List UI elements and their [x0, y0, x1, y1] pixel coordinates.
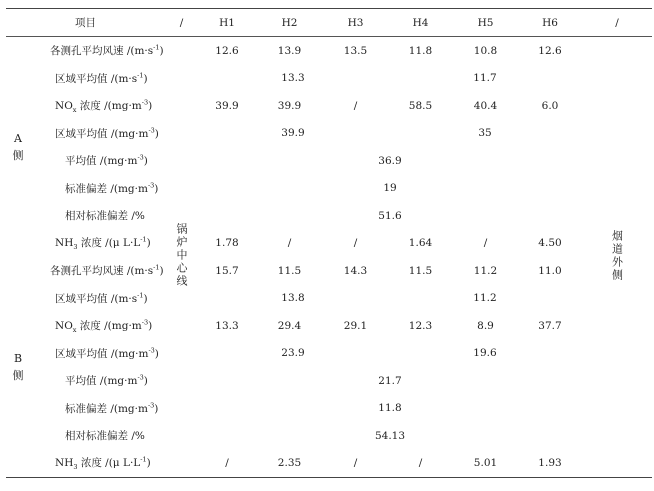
table-row	[6, 202, 652, 230]
row-label: 区域平均值 $/(m\cdot s^{-1})$	[55, 71, 148, 85]
table-cell: /	[353, 237, 358, 250]
side-text: 侧	[12, 369, 24, 382]
table-row	[6, 147, 652, 175]
table-cell: 39.9	[277, 99, 302, 112]
table-cell: 12.6	[215, 44, 239, 57]
side-letter: B	[13, 352, 23, 365]
table-cell: 39.9	[281, 127, 305, 140]
table-cell: 11.0	[538, 264, 562, 277]
table-cell: /	[323, 450, 388, 478]
header-h2: H2	[256, 9, 323, 37]
table-row	[6, 37, 652, 65]
header-h5: H5	[453, 9, 518, 37]
table-cell: 2.35	[256, 450, 323, 478]
table-cell: 35	[478, 127, 492, 140]
table-cell: 11.2	[473, 264, 498, 277]
table-cell: 58.5	[408, 99, 433, 112]
table-cell: 54.13	[374, 429, 406, 442]
row-label: 标准偏差 $/(mg\cdot m^{-3})$	[65, 181, 159, 195]
table-row	[6, 312, 652, 340]
table-cell: 1.93	[518, 450, 582, 478]
header-h3: H3	[323, 9, 388, 37]
header-item: 项目	[6, 9, 165, 37]
row-label: 平均值 $/(mg\cdot m^{-3})$	[65, 153, 148, 168]
table-cell: 13.5	[343, 44, 368, 57]
table-cell: /	[388, 450, 453, 478]
table-body	[6, 37, 652, 478]
header-slash-right: /	[582, 9, 652, 37]
table-cell: 13.8	[281, 292, 305, 305]
table-row	[6, 285, 652, 313]
center-line-label: 锅炉中心线	[175, 223, 188, 288]
center-line-cell	[165, 37, 198, 478]
row-label: 相对标准偏差 /%	[65, 430, 145, 443]
side-label-b	[6, 257, 30, 478]
table-cell: 51.6	[378, 209, 402, 222]
row-label: $NO_x$ 浓度 $/(mg\cdot m^{-3})$	[55, 318, 153, 334]
table-cell: 40.4	[473, 99, 498, 112]
header-h6: H6	[518, 9, 582, 37]
table-cell: 6.0	[541, 99, 559, 112]
table-cell: /	[287, 237, 292, 250]
table-cell: 36.9	[378, 154, 402, 167]
table-cell: 39.9	[215, 99, 239, 112]
outer-side-cell	[582, 37, 652, 478]
row-label: $NH_3$ 浓度 /(μ $L\cdot L^{-1}$)	[55, 235, 151, 252]
header-h1: H1	[198, 9, 256, 37]
table-cell: 8.9	[477, 319, 494, 332]
table-cell: /	[353, 99, 358, 112]
row-label: $NO_x$ 浓度 $/(mg\cdot m^{-3})$	[55, 98, 153, 114]
table-row	[6, 120, 652, 148]
side-label-a	[6, 37, 30, 258]
table-cell: 1.64	[408, 237, 433, 250]
table-cell: 29.4	[277, 319, 302, 332]
table-row	[6, 422, 652, 450]
table-cell: 14.3	[343, 264, 368, 277]
row-label: 各测孔平均风速 $/(m\cdot s^{-1})$	[50, 43, 164, 58]
table-cell: 12.6	[538, 44, 562, 57]
table-cell: 11.7	[473, 72, 497, 85]
table-cell: 13.3	[215, 319, 239, 332]
table-row	[6, 450, 652, 478]
table-cell: 11.8	[408, 44, 433, 57]
row-label: 区域平均值 $/(mg\cdot m^{-3})$	[55, 126, 159, 140]
table-row	[6, 395, 652, 423]
row-label: 标准偏差 $/(mg\cdot m^{-3})$	[65, 401, 159, 415]
table-cell: 19.6	[473, 347, 497, 360]
outer-side-label: 烟道外侧	[610, 229, 624, 282]
row-label: $NH_3$ 浓度 /(μ $L\cdot L^{-1}$)	[30, 450, 165, 478]
table-cell: /	[483, 237, 488, 250]
table-row	[6, 230, 652, 258]
table-cell: 11.5	[277, 264, 302, 277]
table-row	[6, 340, 652, 368]
table-cell: 1.78	[215, 237, 239, 250]
table-cell: 5.01	[453, 450, 518, 478]
header-slash-left: /	[165, 9, 198, 37]
table-cell: 37.7	[538, 319, 562, 332]
table-row	[6, 175, 652, 203]
table-cell: 11.5	[408, 264, 433, 277]
table-cell: 21.7	[378, 374, 402, 387]
row-label: 平均值 $/(mg\cdot m^{-3})$	[65, 373, 148, 388]
side-letter: A	[14, 132, 22, 145]
table-row	[6, 92, 652, 120]
table-cell: 23.9	[281, 347, 305, 360]
header-row	[6, 9, 652, 37]
table-row	[6, 65, 652, 93]
table-cell: 19	[383, 182, 397, 195]
table-cell: 12.3	[408, 319, 433, 332]
side-text: 侧	[12, 149, 24, 162]
table-cell: 29.1	[343, 319, 368, 332]
table-cell: /	[198, 450, 256, 478]
table-cell: 4.50	[538, 237, 562, 250]
table-row	[6, 257, 652, 285]
table-cell: 11.8	[378, 402, 402, 415]
table-row	[6, 367, 652, 395]
header-h4: H4	[388, 9, 453, 37]
table-cell: 13.9	[277, 44, 302, 57]
table-cell: 15.7	[215, 264, 239, 277]
row-label: 区域平均值 $/(mg\cdot m^{-3})$	[55, 346, 159, 360]
row-label: 相对标准偏差 /%	[65, 210, 145, 223]
row-label: 区域平均值 $/(m\cdot s^{-1})$	[55, 291, 148, 305]
table-cell: 10.8	[473, 44, 498, 57]
row-label: 各测孔平均风速 $/(m\cdot s^{-1})$	[50, 263, 164, 278]
table-cell: 11.2	[473, 292, 497, 305]
data-table	[6, 8, 652, 478]
table-cell: 13.3	[281, 72, 305, 85]
